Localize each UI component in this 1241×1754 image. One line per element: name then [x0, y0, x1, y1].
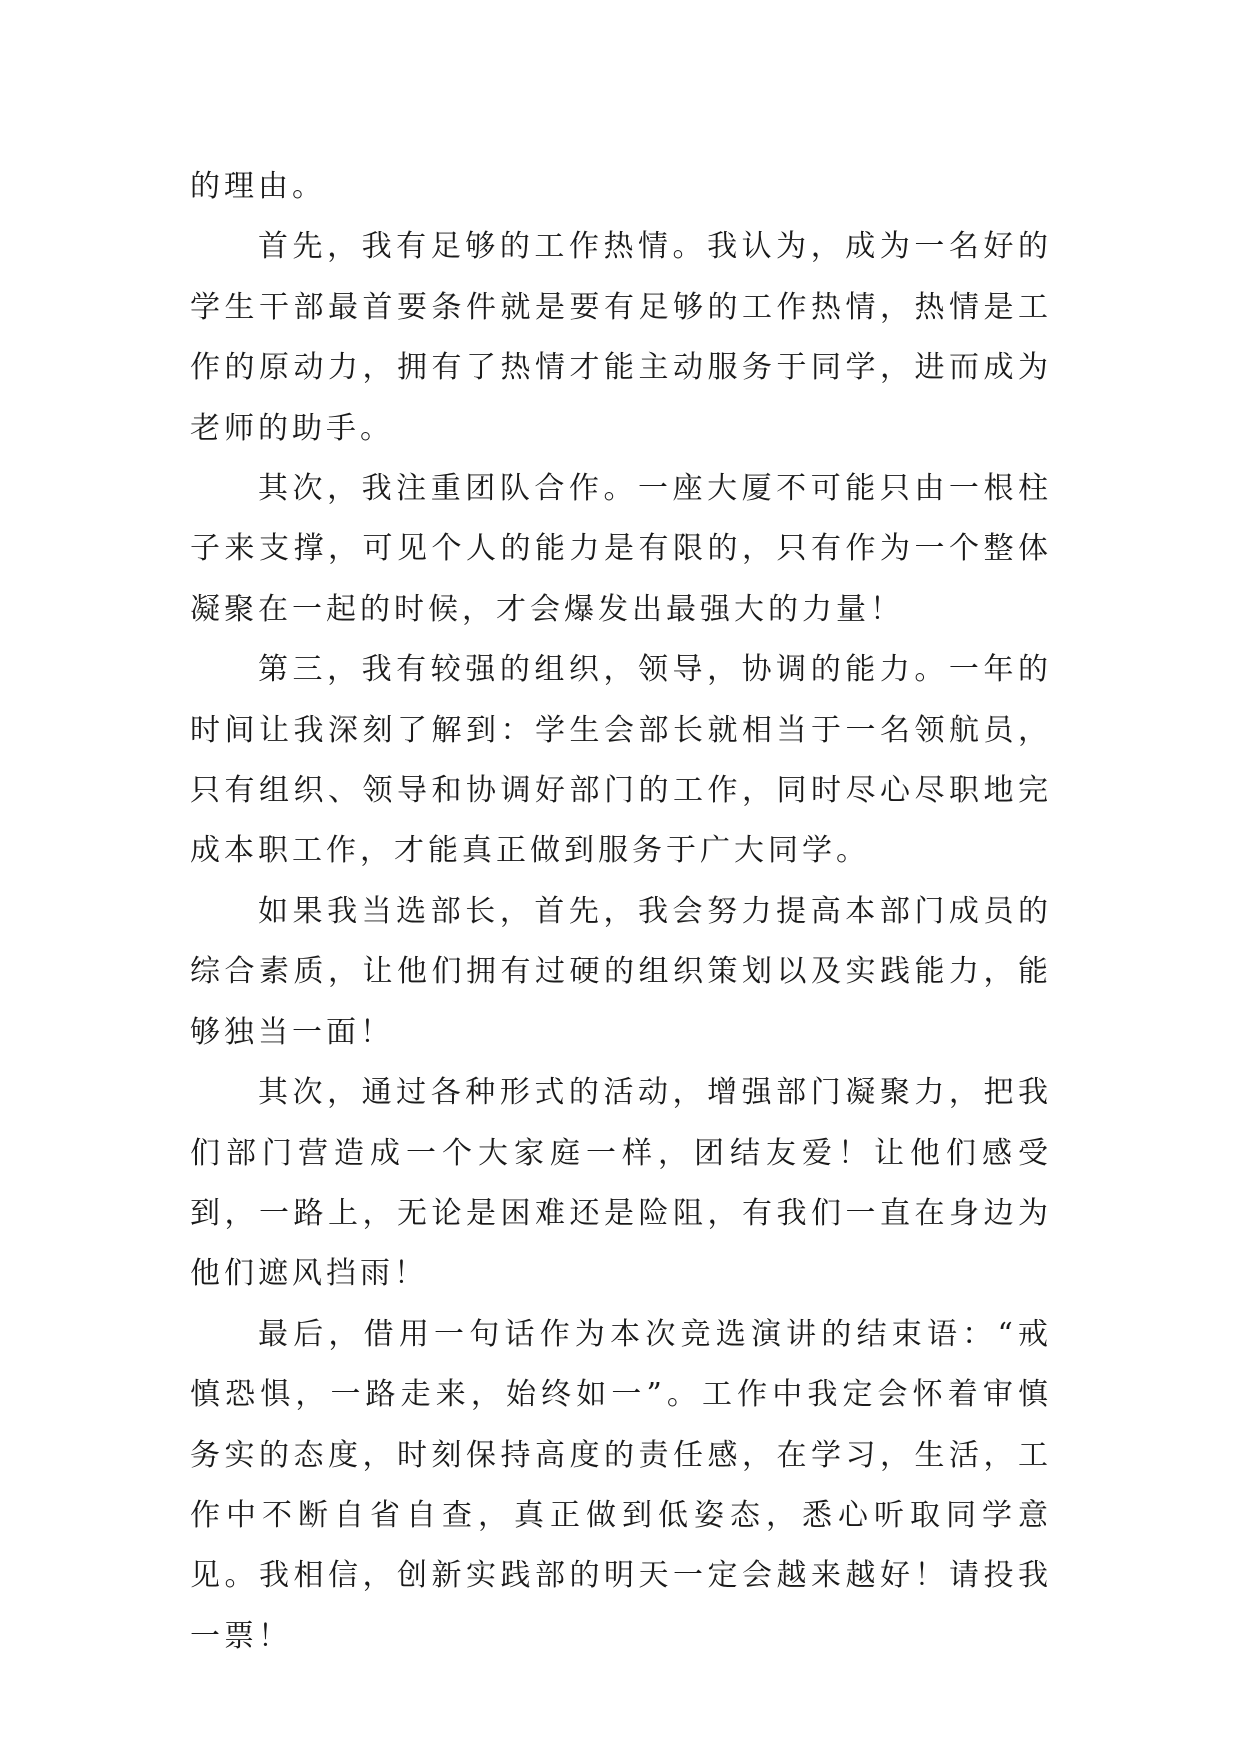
paragraph-continuation: 的理由。: [190, 169, 326, 204]
document-body: [190, 157, 1052, 1667]
paragraph-enthusiasm: 首先，我有足够的工作热情。我认为，成为一名好的学生干部最首要条件就是要有足够的工作热情，热情是工作的原动力，拥有了热情才能主动服务于同学，进而成为老师的助手。: [190, 229, 1052, 446]
paragraph-plan-cohesion: 其次，通过各种形式的活动，增强部门凝聚力，把我们部门营造成一个大家庭一样，团结友爱！让他们感受到，一路上，无论是困难还是险阻，有我们一直在身边为他们遮风挡雨！: [190, 1075, 1052, 1292]
paragraph-leadership: 第三，我有较强的组织，领导，协调的能力。一年的时间让我深刻了解到：学生会部长就相当于一名领航员，只有组织、领导和协调好部门的工作，同时尽心尽职地完成本职工作，才能真正做到服务于广大同学。: [190, 652, 1052, 869]
paragraph-plan-quality: 如果我当选部长，首先，我会努力提高本部门成员的综合素质，让他们拥有过硬的组织策划以及实践能力，能够独当一面！: [190, 893, 1052, 1050]
paragraph-teamwork: 其次，我注重团队合作。一座大厦不可能只由一根柱子来支撑，可见个人的能力是有限的，只有作为一个整体凝聚在一起的时候，才会爆发出最强大的力量！: [190, 471, 1052, 627]
paragraph-closing: 最后，借用一句话作为本次竞选演讲的结束语：“戒慎恐惧，一路走来，始终如一”。工作中我定会怀着审慎务实的态度，时刻保持高度的责任感，在学习，生活，工作中不断自省自查，真正做到低姿态，悉心听取同学意见。我相信，创新实践部的明天一定会越来越好！请投我一票！: [190, 1316, 1052, 1654]
